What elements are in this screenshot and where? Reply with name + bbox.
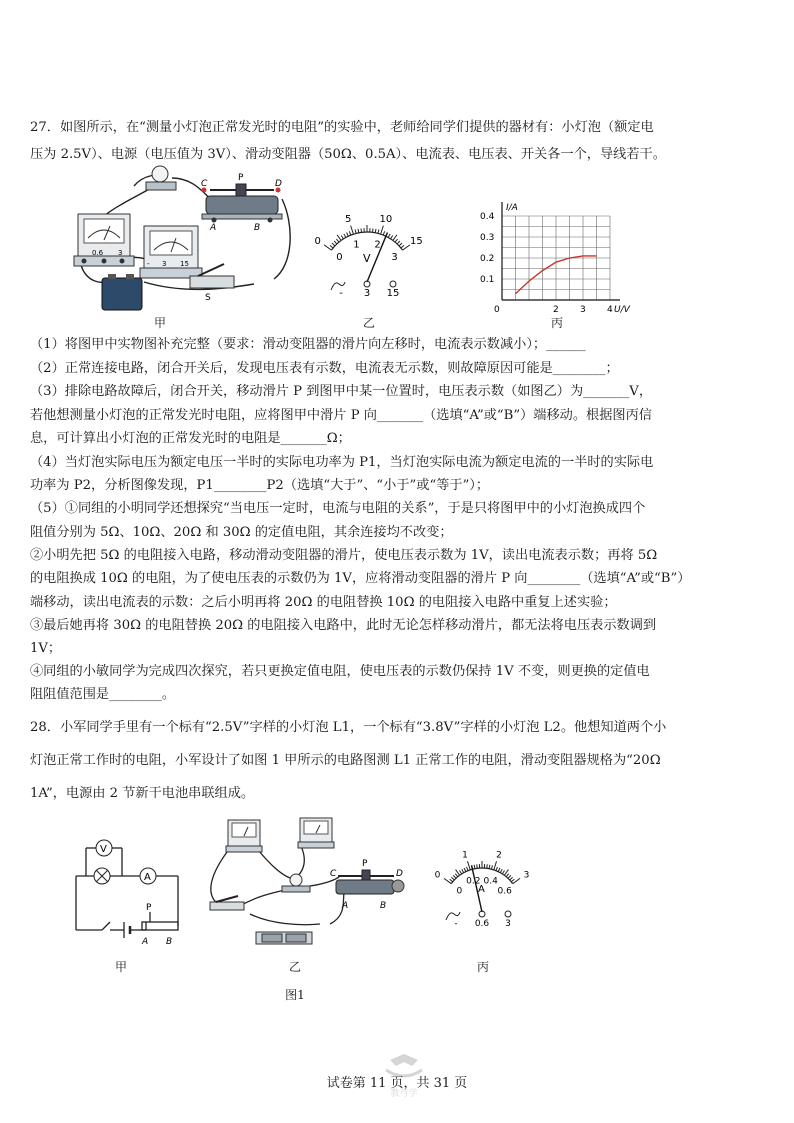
q28-yi-label-B: B bbox=[380, 901, 387, 911]
dial-tick bbox=[467, 867, 468, 871]
dial-tick bbox=[347, 233, 349, 237]
label-S: S bbox=[205, 293, 211, 303]
dial-top-label: 2 bbox=[496, 850, 502, 861]
q27-line-1: 27．如图所示，在“测量小灯泡正常发光时的电阻”的实验中，老师给同学们提供的器材有：小灯泡（额定电 bbox=[30, 120, 654, 135]
dial-tick bbox=[337, 235, 341, 241]
q27-part-5a: （5）①同组的小明同学还想探究“当电压一定时，电流与电阻的关系”，于是只将图甲中的小灯泡换成四个 bbox=[30, 501, 646, 516]
dial-top-label: 5 bbox=[344, 213, 352, 225]
q27-part-4b: 功率为 P2，分析图像发现，P1________P2（选填“大于”、“小于”或“等于”）； bbox=[30, 478, 490, 493]
dial-tick bbox=[489, 865, 490, 869]
q28-yi-label-A: A bbox=[342, 901, 349, 911]
dial-tick bbox=[378, 230, 379, 234]
dial-tick bbox=[351, 226, 354, 235]
dial-tick bbox=[510, 877, 513, 880]
q27-part-5i: 阻阻值范围是________。 bbox=[30, 687, 176, 702]
dial-top-label: 3 bbox=[523, 870, 530, 881]
q28-figure-yi bbox=[200, 814, 410, 954]
ammeter-terminal-06: 0.6 bbox=[92, 249, 104, 257]
ammeter-terminal-3: 3 bbox=[118, 249, 123, 257]
dial-tick bbox=[393, 235, 397, 241]
q28-meter-a: A bbox=[144, 872, 151, 883]
battery-icon bbox=[102, 274, 142, 310]
dial-top-label: 10 bbox=[379, 213, 393, 225]
dial-tick bbox=[455, 874, 458, 877]
dial-tick bbox=[511, 879, 514, 882]
dial-bottom-label: 3 bbox=[391, 252, 398, 264]
label-A: A bbox=[210, 223, 217, 233]
q28-line-1: 28．小军同学手里有一个标有“2.5V”字样的小灯泡 L1，一个标有“3.8V”字样的小灯泡 L2。他想知道两个小 bbox=[30, 720, 667, 735]
q27-part-1: （1）将图甲中实物图补充完整（要求：滑动变阻器的滑片向左移时，电流表示数减小）；______ bbox=[30, 337, 586, 352]
y-tick-label: 0.4 bbox=[480, 212, 495, 222]
q27-part-5b: 阻值分别为 5Ω、10Ω、20Ω 和 30Ω 的定值电阻，其余连接均不改变； bbox=[30, 525, 453, 540]
dial-tick bbox=[496, 867, 497, 871]
label-C: C bbox=[201, 179, 208, 189]
q28-yi-label-C: C bbox=[330, 869, 337, 879]
q28-figure-jia bbox=[66, 826, 190, 952]
q27-part-3a: （3）排除电路故障后，闭合开关，移动滑片 P 到图甲中某一位置时，电压表示数（如图乙）为_______V， bbox=[30, 384, 653, 399]
dial-tick bbox=[450, 879, 453, 882]
dial-tick bbox=[491, 865, 492, 869]
dial-tick bbox=[395, 239, 398, 242]
dial-tick bbox=[383, 231, 384, 235]
x-axis-label: U/V bbox=[614, 305, 630, 315]
q27-caption-jia: 甲 bbox=[153, 316, 166, 330]
dial-tick bbox=[477, 864, 478, 868]
terminal-label: 0.6 bbox=[474, 919, 490, 929]
q27-line-2: 压为 2.5V）、电源（电压值为 3V）、滑动变阻器（50Ω、0.5A）、电流表、电压表、开关各一个，导线若干。 bbox=[30, 147, 666, 162]
dial-tick bbox=[459, 871, 461, 874]
q28-ammeter bbox=[298, 818, 334, 848]
label-D: D bbox=[275, 179, 282, 189]
label-P: P bbox=[238, 173, 244, 183]
dial-tick bbox=[391, 235, 393, 238]
y-tick-label: 0.3 bbox=[480, 233, 495, 243]
dial-tick bbox=[474, 865, 475, 869]
q28-figure-bing bbox=[412, 846, 554, 944]
q28-switch-icon bbox=[210, 896, 244, 910]
q27-caption-bing: 丙 bbox=[550, 316, 563, 330]
q27-part-3b: 若他想测量小灯泡的正常发光时电阻，应将图甲中滑片 P 向_______（选填“A”或“B”）端移动。根据图丙信 bbox=[30, 408, 652, 423]
q28-label-P: P bbox=[146, 903, 152, 913]
voltmeter-terminal-neg: - bbox=[147, 260, 150, 268]
dial-tick bbox=[334, 241, 337, 244]
dial-tick bbox=[344, 234, 346, 238]
label-B: B bbox=[254, 223, 261, 233]
dial-tick bbox=[502, 871, 504, 874]
dial-arc bbox=[451, 868, 512, 887]
watermark-text: 教与学 bbox=[390, 1089, 418, 1099]
dial-top-label: 0 bbox=[314, 236, 321, 248]
dial-bottom-label: 1 bbox=[353, 239, 360, 251]
q28-caption-bing: 丙 bbox=[476, 960, 489, 974]
q28-voltmeter bbox=[226, 820, 262, 852]
terminal-label: - bbox=[339, 288, 343, 299]
q28-caption-yi: 乙 bbox=[288, 960, 301, 974]
q27-part-5d: 的电阻换成 10Ω 的电阻，为了使电压表的示数仍为 1V，应将滑动变阻器的滑片 P 向________（选填“A”或“B”） bbox=[30, 571, 691, 586]
q27-part-5g: 1V； bbox=[30, 641, 62, 656]
dial-bottom-label: 0.4 bbox=[483, 876, 498, 887]
terminal-wire bbox=[331, 282, 345, 290]
voltmeter-terminal-3: 3 bbox=[162, 260, 167, 268]
terminal-label: - bbox=[454, 919, 458, 929]
bulb-icon bbox=[146, 166, 176, 190]
dial-bottom-label: 0.6 bbox=[497, 886, 512, 897]
dial-tick bbox=[494, 861, 497, 870]
q28-line-2: 灯泡正常工作时的电阻，小军设计了如图 1 甲所示的电路图测 L1 正常工作的电阻，滑动变阻器规格为“20Ω bbox=[30, 753, 661, 768]
dial-tick bbox=[451, 877, 454, 880]
dial-tick bbox=[453, 875, 456, 878]
dial-top-label: 15 bbox=[409, 236, 423, 248]
dial-bottom-label: 0 bbox=[456, 886, 463, 897]
dial-tick bbox=[464, 868, 466, 872]
y-tick-label: 0.1 bbox=[480, 275, 495, 285]
terminal-label: 15 bbox=[386, 288, 400, 299]
q28-meter-v: V bbox=[100, 844, 107, 855]
q27-part-5e: 端移动，读出电流表的示数：之后小明再将 20Ω 的电阻替换 10Ω 的电阻接入电路中重复上述实验； bbox=[30, 595, 617, 610]
x-tick-label: 2 bbox=[553, 305, 559, 315]
dial-unit: V bbox=[363, 252, 371, 265]
dial-tick bbox=[373, 228, 374, 232]
terminal-post bbox=[505, 911, 511, 917]
dial-tick bbox=[462, 869, 464, 873]
q28-yi-label-D: D bbox=[396, 869, 403, 879]
q28-label-B: B bbox=[166, 937, 173, 947]
dial-tick bbox=[506, 874, 509, 877]
dial-tick bbox=[487, 864, 488, 868]
dial-tick bbox=[388, 234, 390, 238]
q27-figure-jia bbox=[64, 164, 304, 324]
dial-bottom-label: 0 bbox=[336, 252, 343, 264]
terminal-post bbox=[390, 281, 396, 287]
dial-bottom-label: 2 bbox=[374, 239, 381, 251]
terminal-label: 3 bbox=[505, 919, 511, 929]
dial-bottom-label: 0.2 bbox=[466, 876, 481, 887]
x-tick-label: 3 bbox=[580, 305, 586, 315]
origin-label: 0 bbox=[494, 305, 500, 315]
dial-unit: A bbox=[478, 884, 485, 895]
q28-figure-label: 图1 bbox=[285, 988, 305, 1002]
q27-part-5c: ②小明先把 5Ω 的电阻接入电路，移动滑动变阻器的滑片，使电压表示数为 1V，读出电流表示数；再将 5Ω bbox=[30, 548, 658, 563]
q27-figure-bing bbox=[476, 196, 636, 316]
terminal-wire bbox=[446, 912, 460, 920]
ammeter bbox=[74, 214, 134, 266]
dial-top-label: 1 bbox=[462, 850, 468, 861]
q27-part-4a: （4）当灯泡实际电压为额定电压一半时的实际电功率为 P1，当灯泡实际电流为额定电流的一半时的实际电 bbox=[30, 455, 654, 470]
watermark-logo bbox=[372, 1052, 436, 1104]
page-footer: 试卷第 11 页，共 31 页 bbox=[326, 1076, 468, 1091]
q28-label-A: A bbox=[142, 937, 149, 947]
q27-part-5f: ③最后她再将 30Ω 的电阻替换 20Ω 的电阻接入电路中，此时无论怎样移动滑片，都无法将电压表示数调到 bbox=[30, 618, 657, 633]
q27-figure-yi bbox=[292, 208, 442, 316]
dial-tick bbox=[399, 243, 402, 246]
q27-part-2: （2）正常连接电路，闭合开关后，发现电压表有示数，电流表无示数，则故障原因可能是________； bbox=[30, 361, 619, 376]
dial-tick bbox=[467, 861, 470, 870]
dial-tick bbox=[358, 229, 359, 233]
q28-line-3: 1A”，电源由 2 节新干电池串联组成。 bbox=[30, 786, 255, 801]
voltmeter-terminal-15: 15 bbox=[180, 260, 189, 268]
dial-tick bbox=[349, 231, 350, 235]
dial-tick bbox=[401, 245, 404, 248]
dial-tick bbox=[355, 230, 356, 234]
q28-battery-icon bbox=[256, 932, 312, 944]
y-axis-label: I/A bbox=[506, 203, 518, 213]
dial-tick bbox=[508, 875, 511, 878]
q28-rheostat bbox=[330, 859, 404, 911]
q27-part-3c: 息，可计算出小灯泡的正常发光时的电阻是_______Ω； bbox=[30, 431, 351, 446]
q27-caption-yi: 乙 bbox=[362, 316, 375, 330]
dial-tick bbox=[375, 229, 376, 233]
dial-tick bbox=[336, 239, 339, 242]
q27-part-5h: ④同组的小敏同学为完成四次探究，若只更换定值电阻，使电压表的示数仍保持 1V 不变，则更换的定值电 bbox=[30, 664, 650, 679]
voltmeter bbox=[140, 226, 202, 278]
dial-tick bbox=[341, 235, 343, 238]
dial-arc bbox=[331, 232, 402, 250]
x-tick-label: 4 bbox=[607, 305, 613, 315]
y-tick-label: 0.2 bbox=[480, 254, 495, 264]
terminal-label: 3 bbox=[363, 288, 371, 299]
dial-top-label: 0 bbox=[434, 870, 441, 881]
dial-tick bbox=[381, 226, 384, 235]
dial-tick bbox=[361, 228, 362, 232]
dial-tick bbox=[330, 245, 333, 248]
q28-caption-jia: 甲 bbox=[114, 960, 127, 974]
dial-tick bbox=[498, 868, 500, 872]
dial-tick bbox=[332, 243, 335, 246]
dial-tick bbox=[500, 869, 502, 873]
rheostat bbox=[201, 173, 282, 233]
q28-yi-label-P: P bbox=[362, 859, 368, 869]
dial-tick bbox=[397, 241, 400, 244]
